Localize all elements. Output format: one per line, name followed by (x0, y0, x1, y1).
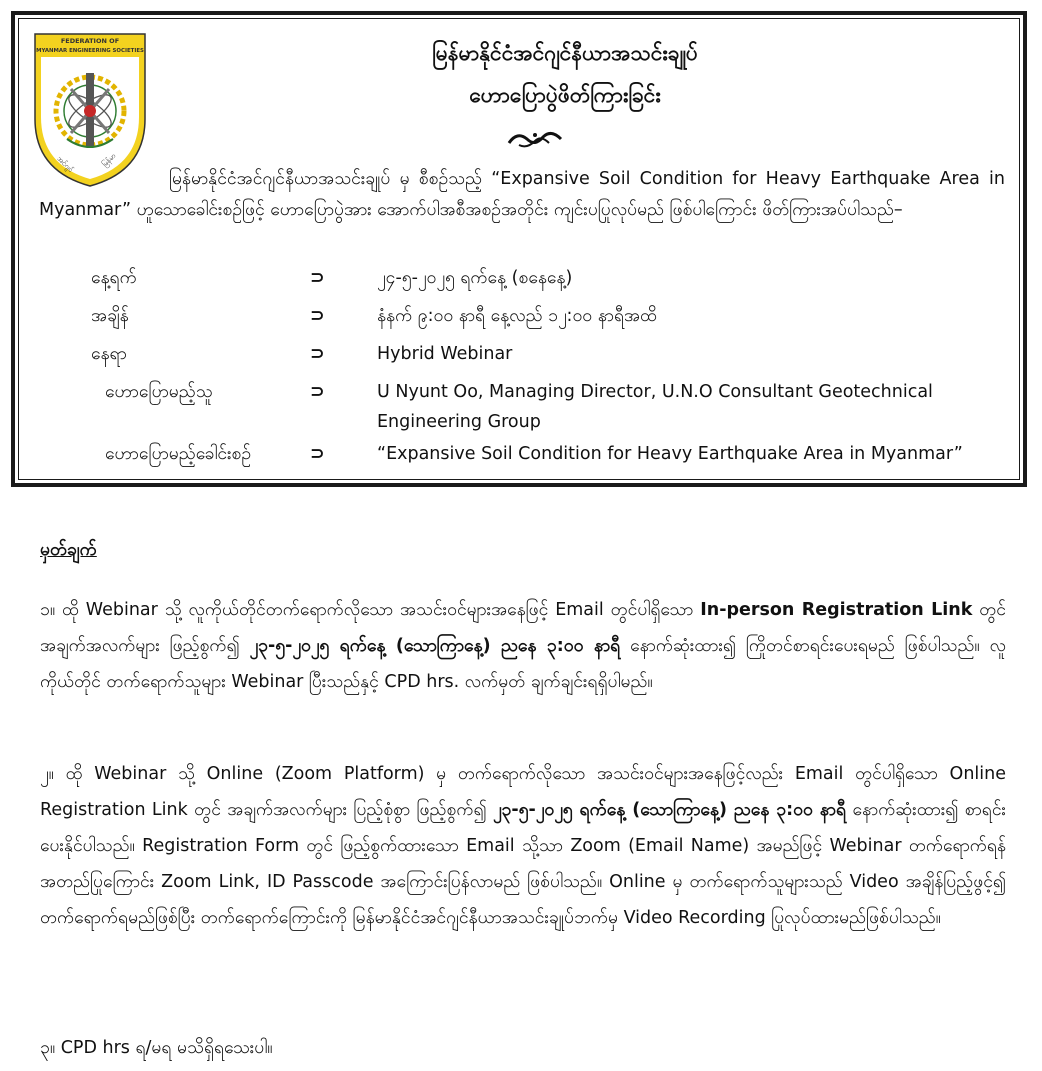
svg-text:MYANMAR ENGINEERING SOCIETIES: MYANMAR ENGINEERING SOCIETIES (36, 48, 144, 54)
detail-value: U Nyunt Oo, Managing Director, U.N.O Consultant Geotechnical Engineering Group (377, 382, 933, 432)
detail-value: နံနက် ၉:၀၀ နာရီ နေ့လည် ၁၂:၀၀ နာရီအထိ (377, 306, 657, 326)
remarks-heading: မှတ်ချက် (40, 540, 97, 560)
remark-text: နောက်ဆုံးထား၍ စာရင်းပေးနိုင်ပါသည်။ Registration Form တွင် ဖြည့်စွက်ထားသော Email သို့သာ Zoom (Email Name) အမည်ဖြင့် Webinar တက်ရောက်ရန် အတည်ပြုကြောင်း Zoom Link, ID Passcode အကြောင်းပြန်လာမည် ဖြစ်ပါသည်။ Online မှ တက်ရောက်သူများသည် Video အချိန်ပြည့်ဖွင့်၍ တက်ရောက်ရမည်ဖြစ်ပြီး တက်ရောက်ကြောင်းကို မြန်မာနိုင်ငံအင်ဂျင်နီယာအသင်းချုပ်ဘက်မှ Video Recording ပြုလုပ်ထားမည်ဖြစ်ပါသည်။ (40, 800, 1006, 928)
notice-frame (11, 11, 1027, 487)
remark-text: ၂။ ထို Webinar သို့ Online (Zoom Platform) မှ တက်ရောက်လိုသော အသင်းဝင်များအနေဖြင့်လည်း Email တွင်ပါရှိသော Online Registration Link တွင် အချက်အလက်များ ပြည့်စုံစွာ ဖြည့်စွက်၍ (40, 764, 1006, 820)
detail-value: “Expansive Soil Condition for Heavy Earthquake Area in Myanmar” (377, 444, 963, 464)
divider-ornament-icon (505, 127, 565, 151)
detail-separator-icon: ⊃ (310, 382, 325, 402)
remark-text: ၁။ ထို Webinar သို့ လူကိုယ်တိုင်တက်ရောက်လိုသော အသင်းဝင်များအနေဖြင့် Email တွင်ပါရှိသော (40, 600, 701, 620)
detail-label: ဟောပြောမည့်သူ (105, 382, 213, 402)
detail-label: နေရာ (91, 344, 127, 364)
detail-label: အချိန် (91, 306, 129, 326)
svg-text:အင်ဂျင်: အင်ဂျင် (55, 154, 75, 175)
intro-paragraph: မြန်မာနိုင်ငံအင်ဂျင်နီယာအသင်းချုပ် မှ စီစဉ်သည့် “Expansive Soil Condition for Heavy Earthquake Area in Myanmar” ဟူသောခေါင်းစဉ်ဖြင့် ဟောပြောပွဲအား အောက်ပါအစီအစဉ်အတိုင်း ကျင်းပပြုလုပ်မည် ဖြစ်ပါကြောင်း ဖိတ်ကြားအပ်ပါသည်– (39, 169, 1005, 220)
svg-text:FEDERATION OF: FEDERATION OF (60, 37, 120, 45)
svg-text:မြန်မာ: မြန်မာ (100, 151, 118, 169)
detail-label: နေ့ရက် (91, 268, 137, 288)
talk-title: ဟောပြောပွဲဖိတ်ကြားခြင်း (469, 83, 661, 107)
detail-separator-icon: ⊃ (310, 344, 325, 364)
deadline-text: ၂၃-၅-၂၀၂၅ ရက်နေ့ (သောကြာနေ့) ညနေ ၃:၀၀ နာရီ (249, 636, 621, 656)
detail-value: Hybrid Webinar (377, 344, 513, 364)
detail-separator-icon: ⊃ (310, 306, 325, 326)
remark-text: တွင် အချက်အလက်များ ဖြည့်စွက်၍ (40, 600, 1006, 656)
detail-separator-icon: ⊃ (310, 444, 325, 464)
remark-paragraph-3: ၃။ CPD hrs ရ/မရ မသိရှိရသေးပါ။ (40, 1038, 273, 1058)
deadline-text: ၂၃-၅-၂၀၂၅ ရက်နေ့ (သောကြာနေ့) ညနေ ၃:၀၀ နာရီ (492, 800, 847, 820)
remark-paragraph-1 (40, 592, 1006, 700)
org-title: မြန်မာနိုင်ငံအင်ဂျင်နီယာအသင်းချုပ် (432, 41, 698, 65)
remark-text: နောက်ဆုံးထား၍ ကြိုတင်စာရင်းပေးရမည် ဖြစ်ပါသည်။ လူကိုယ်တိုင် တက်ရောက်သူများ Webinar ပြီးသည်နှင့် CPD hrs. လက်မှတ် ချက်ချင်းရရှိပါမည်။ (40, 636, 1006, 692)
remark-paragraph-2 (40, 756, 1006, 936)
detail-label: ဟောပြောမည့်ခေါင်းစဉ် (105, 444, 252, 464)
registration-link-label: In-person Registration Link (700, 600, 973, 620)
detail-separator-icon: ⊃ (310, 268, 325, 288)
detail-value: ၂၄-၅-၂၀၂၅ ရက်နေ့ (စနေနေ့) (377, 268, 573, 288)
